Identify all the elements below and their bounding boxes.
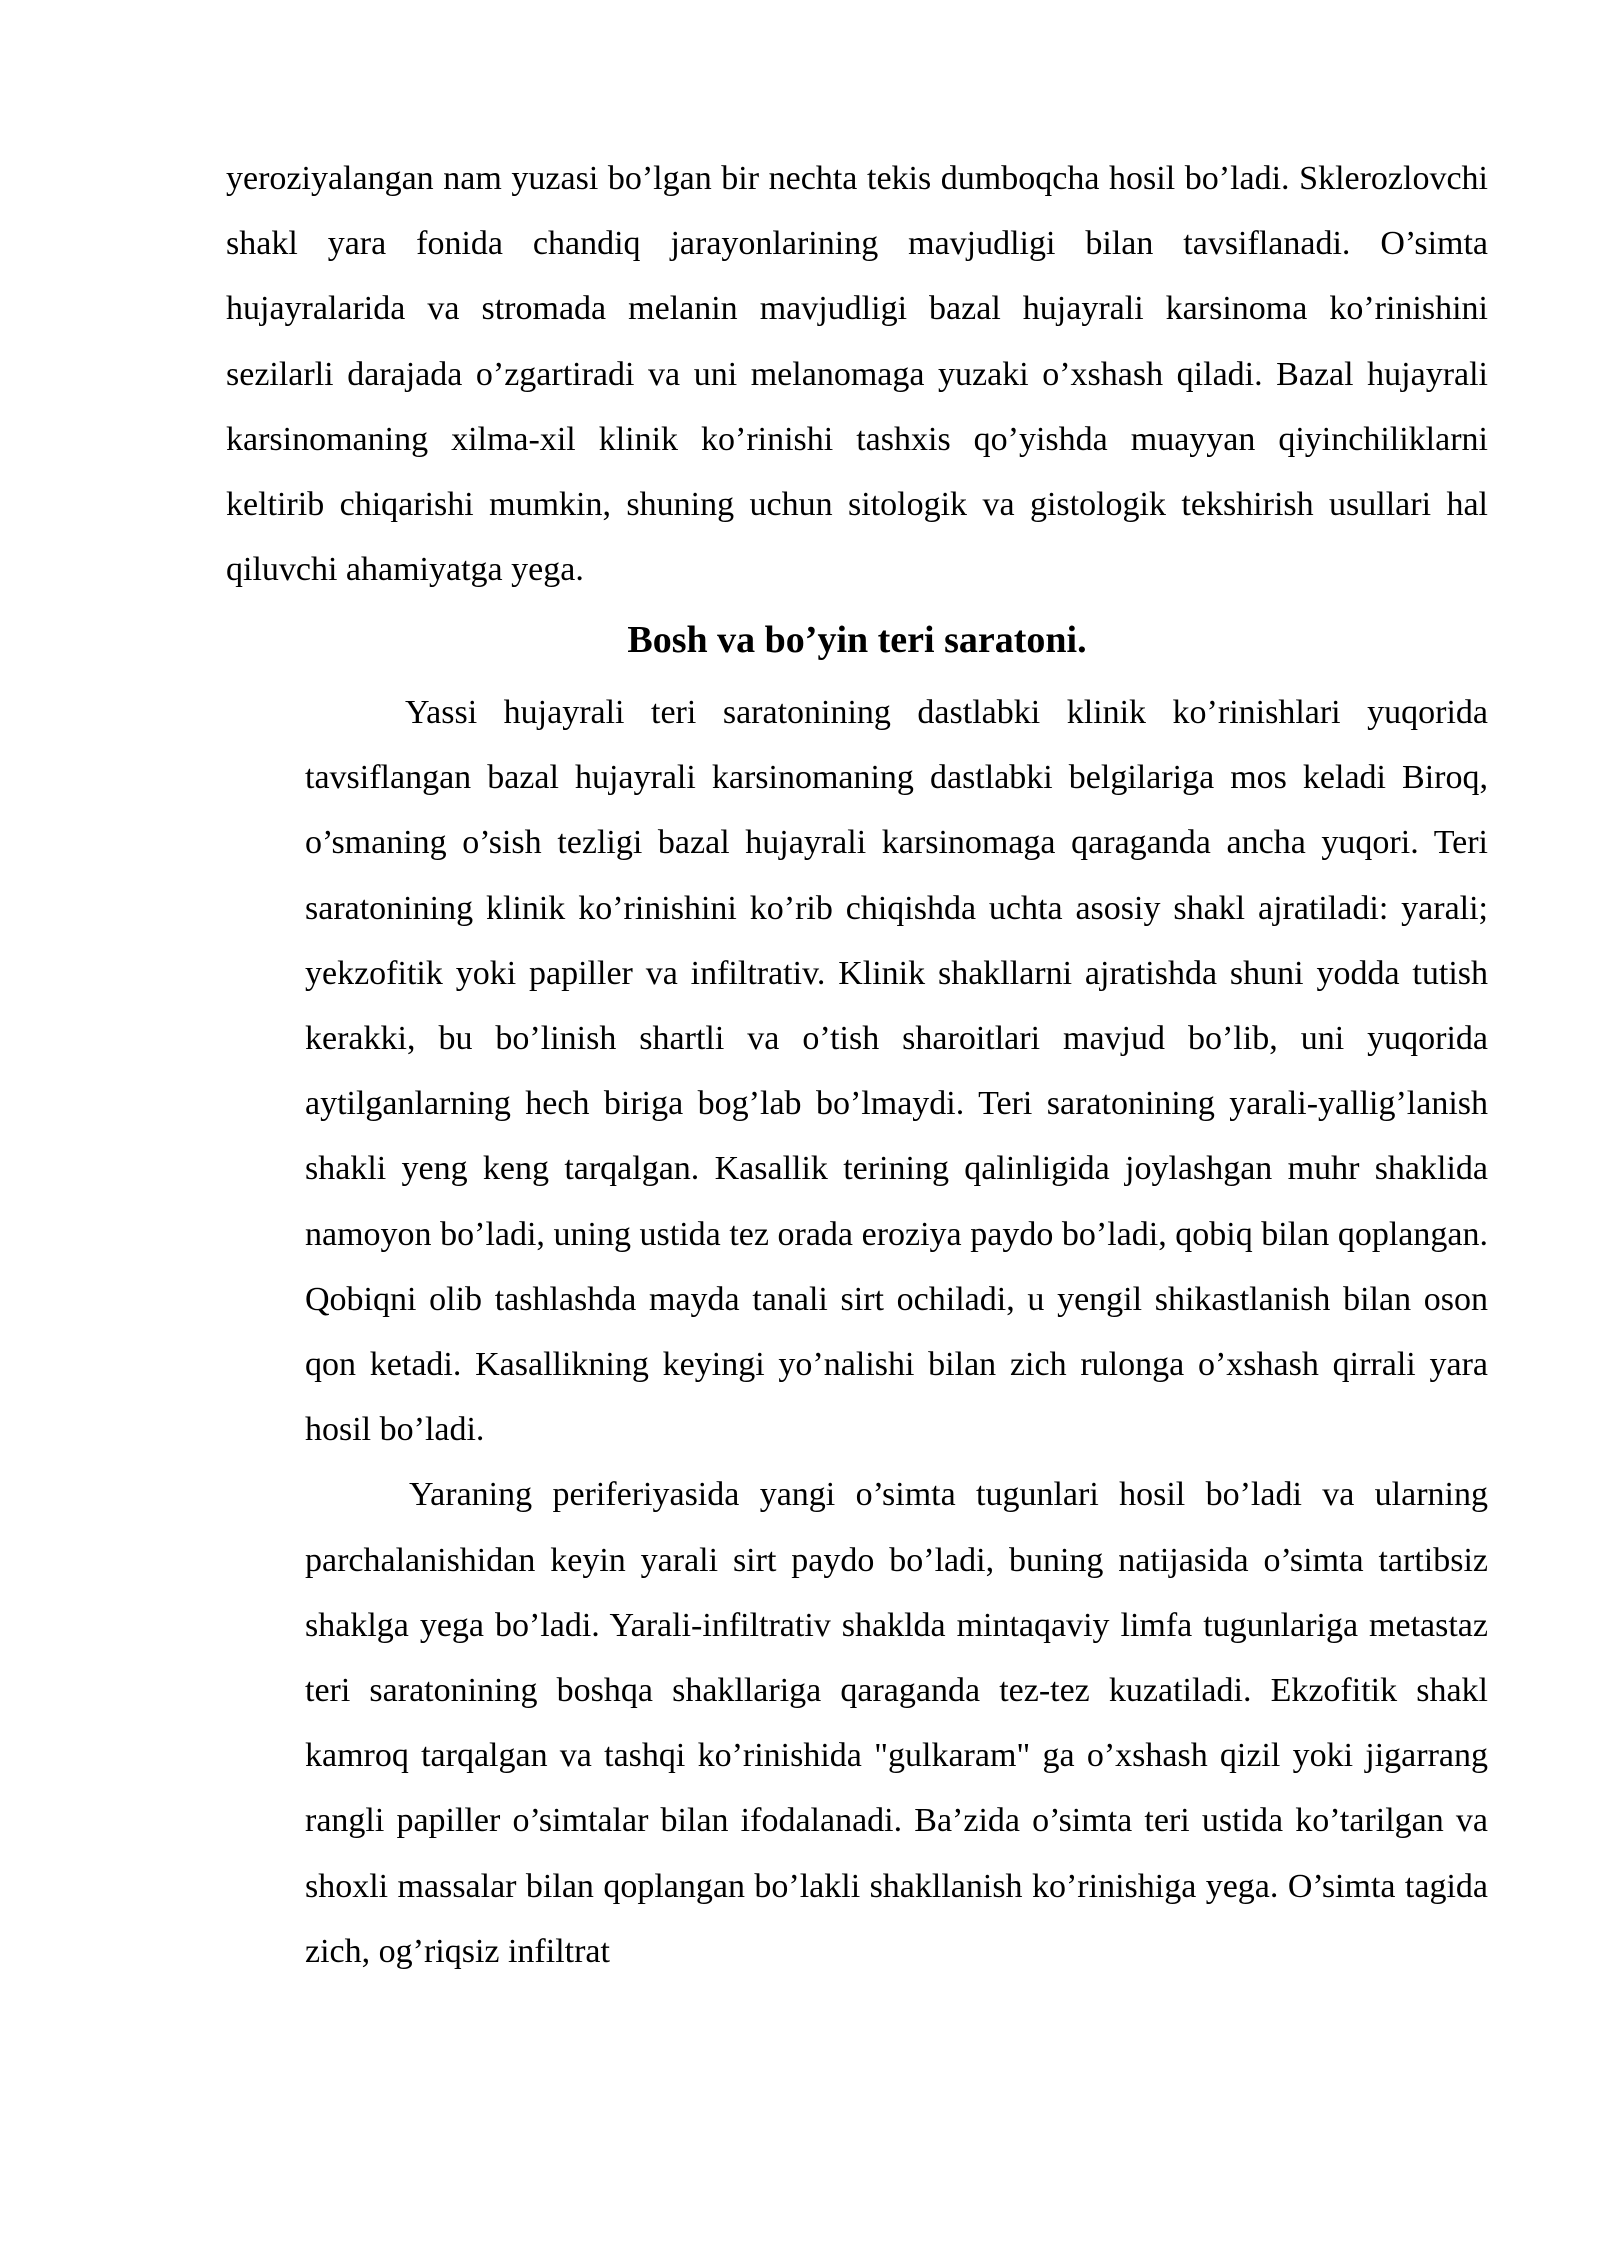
paragraph-1: Yassi hujayrali teri saratonining dastlabki klinik ko’rinishlari yuqorida tavsiflangan bazal hujayrali karsinomaning dastlabki belgilariga mos keladi Biroq, o’smaning o’sish tezligi bazal hujayrali karsinomaga qaraganda ancha yuqori. Teri saratonining klinik ko’rinishini ko’rib chiqishda uchta asosiy shakl ajratiladi: yarali; yekzofitik yoki papiller va infiltrativ. Klinik shakllarni ajratishda shuni yodda tutish kerakki, bu bo’linish shartli va o’tish sharoitlari mavjud bo’lib, uni yuqorida aytilganlarning hech biriga bog’lab bo’lmaydi. Teri saratonining yarali-yallig’lanish shakli yeng keng tarqalgan. Kasallik terining qalinligida joylashgan muhr shaklida namoyon bo’ladi, uning ustida tez orada eroziya paydo bo’ladi, qobiq bilan qoplangan. Qobiqni olib tashlashda mayda tanali sirt ochiladi, u yengil shikastlanish bilan oson qon ketadi. Kasallikning keyingi yo’nalishi bilan zich rulonga o’xshash qirrali yara hosil bo’ladi.: [305, 694, 1488, 1449]
section-heading: Bosh va bo’yin teri saratoni.: [627, 619, 1087, 661]
body-text-block: [305, 680, 1488, 1984]
intro-text-block: [226, 146, 1488, 602]
intro-paragraph: yeroziyalangan nam yuzasi bo’lgan bir nechta tekis dumboqcha hosil bo’ladi. Sklerozlovchi shakl yara fonida chandiq jarayonlarining mavjudligi bilan tavsiflanadi. O’simta hujayralarida va stromada melanin mavjudligi bazal hujayrali karsinoma ko’rinishini sezilarli darajada o’zgartiradi va uni melanomaga yuzaki o’xshash qiladi. Bazal hujayrali karsinomaning xilma-xil klinik ko’rinishi tashxis qo’yishda muayyan qiyinchiliklarni keltirib chiqarishi mumkin, shuning uchun sitologik va gistologik tekshirish usullari hal qiluvchi ahamiyatga yega.: [226, 160, 1488, 589]
paragraph-2: Yaraning periferiyasida yangi o’simta tugunlari hosil bo’ladi va ularning parchalanishidan keyin yarali sirt paydo bo’ladi, buning natijasida o’simta tartibsiz shaklga yega bo’ladi. Yarali-infiltrativ shaklda mintaqaviy limfa tugunlariga metastaz teri saratonining boshqa shakllariga qaraganda tez-tez kuzatiladi. Ekzofitik shakl kamroq tarqalgan va tashqi ko’rinishida "gulkaram" ga o’xshash qizil yoki jigarrang rangli papiller o’simtalar bilan ifodalanadi. Ba’zida o’simta teri ustida ko’tarilgan va shoxli massalar bilan qoplangan bo’lakli shakllanish ko’rinishiga yega. O’simta tagida zich, og’riqsiz infiltrat: [305, 1476, 1488, 1970]
